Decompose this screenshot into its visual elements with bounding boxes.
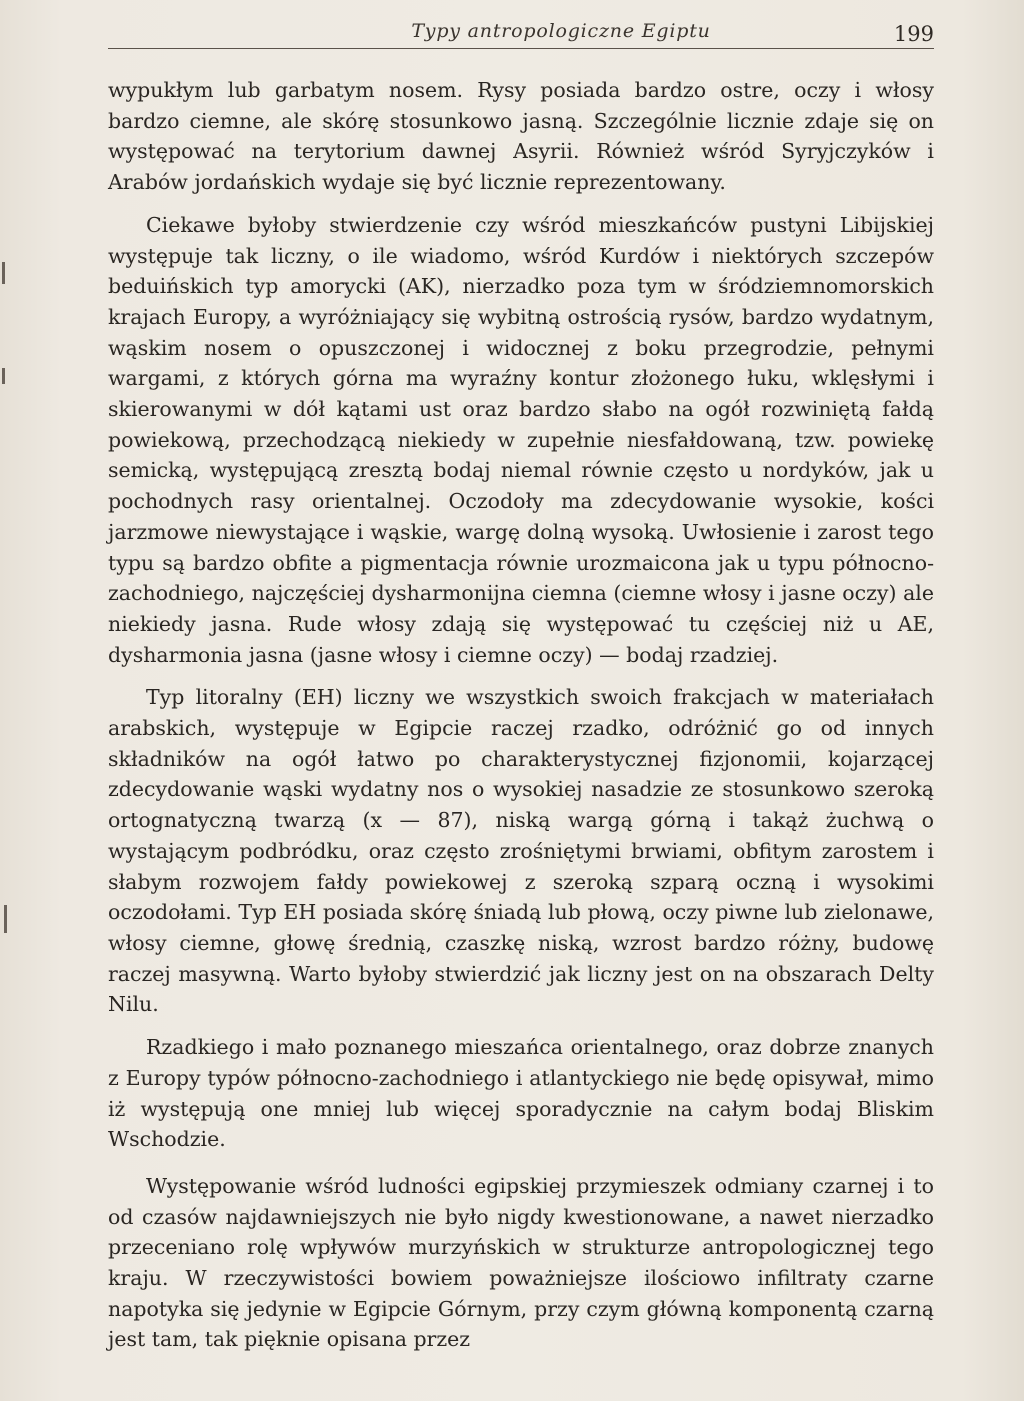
header-rule: [108, 48, 934, 49]
margin-mark: [2, 262, 5, 284]
margin-mark: [2, 368, 5, 384]
paragraph: Rzadkiego i mało poznanego mieszańca orientalnego, oraz dobrze znanych z Europy typów północno-zachodniego i atlantyckiego nie będę opisywał, mimo iż występują one mniej lub więcej sporadycznie na całym bodaj Bliskim Wschodzie.: [108, 1035, 934, 1152]
paragraph: wypukłym lub garbatym nosem. Rysy posiada bardzo ostre, oczy i włosy bardzo ciemne, ale skórę stosunkowo jasną. Szczególnie licznie zdaje się on występować na terytorium dawnej Asyrii. Również wśród Syryjczyków i Arabów jordańskich wydaje się być licznie reprezentowany.: [108, 78, 934, 195]
page-header: [108, 18, 934, 50]
page-number: 199: [893, 22, 934, 46]
paragraph: Występowanie wśród ludności egipskiej przymieszek odmiany czarnej i to od czasów najdawniejszych nie było nigdy kwestionowane, a nawet nierzadko przeceniano rolę wpływów murzyńskich w strukturze antropologicznej tego kraju. W rzeczywistości bowiem poważniejsze ilościowo infiltraty czarne napotyka się jedynie w Egipcie Górnym, przy czym główną komponentą czarną jest tam, tak pięknie opisana przez: [108, 1173, 934, 1352]
running-title: Typy antropologiczne Egiptu: [411, 20, 711, 42]
paragraph: Typ litoralny (EH) liczny we wszystkich swoich frakcjach w materiałach arabskich, występuje w Egipcie raczej rzadko, odróżnić go od innych składników na ogół łatwo po charakterystycznej fizjonomii, kojarzącej zdecydowanie wąski wydatny nos o wysokiej nasadzie ze stosunkowo szeroką ortognatyczną twarzą (x — 87), niską wargą górną i takąż żuchwą o wystającym podbródku, oraz często zrośniętymi brwiami, obfitym zarostem i słabym rozwojem fałdy powiekowej z szeroką szparą oczną i wysokimi oczodołami. Typ EH posiada skórę śniadą lub płową, oczy piwne lub zielonawe, włosy ciemne, głowę średnią, czaszkę niską, wzrost bardzo różny, budowę raczej masywną. Warto byłoby stwierdzić jak liczny jest on na obszarach Delty Nilu.: [108, 685, 934, 1017]
margin-mark: [4, 905, 7, 933]
body-text: [108, 75, 934, 1355]
paragraph: Ciekawe byłoby stwierdzenie czy wśród mieszkańców pustyni Libijskiej występuje tak liczny, o ile wiadomo, wśród Kurdów i niektórych szczepów beduińskich typ amorycki (AK), nierzadko poza tym w śródziemnomorskich krajach Europy, a wyróżniający się wybitną ostrością rysów, bardzo wydatnym, wąskim nosem o opuszczonej i widocznej z boku przegrodzie, pełnymi wargami, z których górna ma wyraźny kontur złożonego łuku, wklęsłymi i skierowanymi w dół kątami ust oraz bardzo słabo na ogół rozwiniętą fałdą powiekową, przechodzącą niekiedy w zupełnie niesfałdowaną, tzw. powiekę semicką, występującą zresztą bodaj niemal równie często u nordyków, jak u pochodnych rasy orientalnej. Oczodoły ma zdecydowanie wysokie, kości jarzmowe niewystające i wąskie, wargę dolną wysoką. Uwłosienie i zarost tego typu są bardzo obfite a pigmentacja równie urozmaicona jak u typu północno-zachodniego, najczęściej dysharmonijna ciemna (ciemne włosy i jasne oczy) ale niekiedy jasna. Rude włosy zdają się występować tu częściej niż u AE, dysharmonia jasna (jasne włosy i ciemne oczy) — bodaj rzadziej.: [108, 212, 934, 667]
